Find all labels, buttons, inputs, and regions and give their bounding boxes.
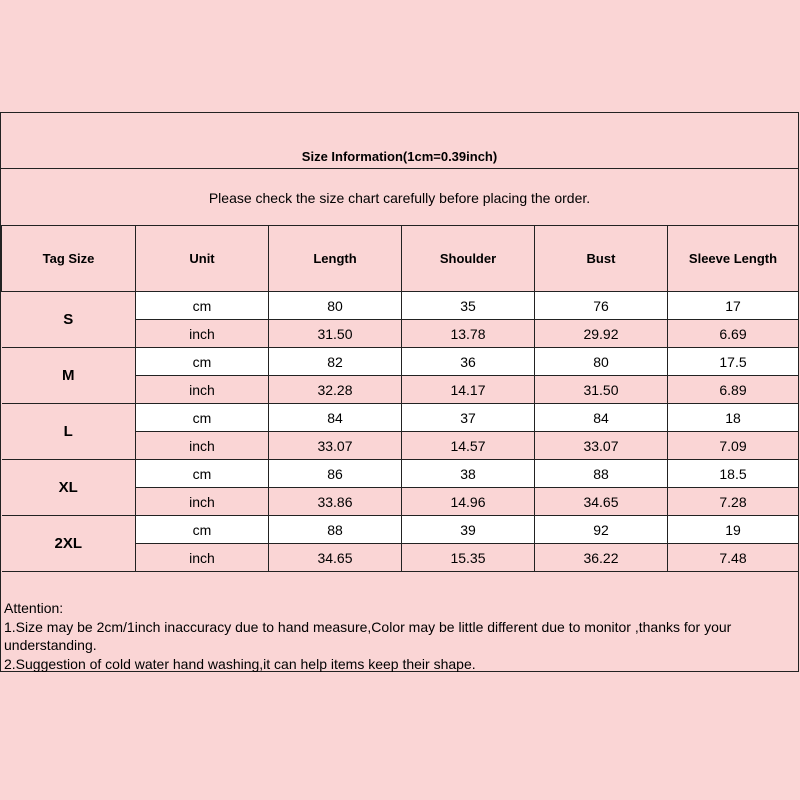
- unit-cell: cm: [136, 404, 269, 432]
- shoulder-cell: 14.96: [402, 488, 535, 516]
- shoulder-cell: 36: [402, 348, 535, 376]
- unit-cell: inch: [136, 488, 269, 516]
- note-line-2: 2.Suggestion of cold water hand washing,it can help items keep their shape.: [4, 655, 476, 672]
- unit-cell: cm: [136, 460, 269, 488]
- table-row: [2, 516, 799, 544]
- shoulder-cell: 35: [402, 292, 535, 320]
- bust-cell: 29.92: [535, 320, 668, 348]
- sleeve-cell: 6.69: [668, 320, 799, 348]
- sleeve-cell: 17.5: [668, 348, 799, 376]
- header-tag-size: Tag Size: [2, 226, 136, 292]
- table-header-row: [2, 226, 799, 292]
- length-cell: 84: [269, 404, 402, 432]
- bust-cell: 92: [535, 516, 668, 544]
- length-cell: 88: [269, 516, 402, 544]
- unit-cell: cm: [136, 516, 269, 544]
- shoulder-cell: 15.35: [402, 544, 535, 572]
- shoulder-cell: 37: [402, 404, 535, 432]
- header-unit: Unit: [136, 226, 269, 292]
- chart-title: Size Information(1cm=0.39inch): [1, 113, 798, 169]
- size-table: [1, 225, 799, 572]
- sleeve-cell: 18.5: [668, 460, 799, 488]
- tag-size-cell: 2XL: [2, 516, 136, 572]
- notes-heading: Attention:: [4, 600, 64, 616]
- bust-cell: 31.50: [535, 376, 668, 404]
- attention-notes: [4, 599, 794, 673]
- tag-size-cell: L: [2, 404, 136, 460]
- unit-cell: inch: [136, 320, 269, 348]
- sleeve-cell: 18: [668, 404, 799, 432]
- unit-cell: inch: [136, 432, 269, 460]
- table-row: [2, 404, 799, 432]
- unit-cell: cm: [136, 292, 269, 320]
- shoulder-cell: 13.78: [402, 320, 535, 348]
- note-line-1: 1.Size may be 2cm/1inch inaccuracy due to hand measure,Color may be little different due to monitor ,thanks for your understanding.: [4, 618, 732, 653]
- header-shoulder: Shoulder: [402, 226, 535, 292]
- length-cell: 86: [269, 460, 402, 488]
- length-cell: 32.28: [269, 376, 402, 404]
- length-cell: 33.86: [269, 488, 402, 516]
- shoulder-cell: 39: [402, 516, 535, 544]
- header-length: Length: [269, 226, 402, 292]
- bust-cell: 80: [535, 348, 668, 376]
- tag-size-cell: XL: [2, 460, 136, 516]
- length-cell: 31.50: [269, 320, 402, 348]
- chart-notice: Please check the size chart carefully before placing the order.: [1, 170, 798, 226]
- shoulder-cell: 14.17: [402, 376, 535, 404]
- tag-size-cell: S: [2, 292, 136, 348]
- sleeve-cell: 7.28: [668, 488, 799, 516]
- size-chart-sheet: [0, 112, 799, 672]
- table-row: [2, 460, 799, 488]
- bust-cell: 33.07: [535, 432, 668, 460]
- sleeve-cell: 7.09: [668, 432, 799, 460]
- length-cell: 33.07: [269, 432, 402, 460]
- bust-cell: 76: [535, 292, 668, 320]
- sleeve-cell: 7.48: [668, 544, 799, 572]
- header-bust: Bust: [535, 226, 668, 292]
- shoulder-cell: 38: [402, 460, 535, 488]
- sleeve-cell: 6.89: [668, 376, 799, 404]
- table-row: [2, 348, 799, 376]
- shoulder-cell: 14.57: [402, 432, 535, 460]
- length-cell: 80: [269, 292, 402, 320]
- header-sleeve-length: Sleeve Length: [668, 226, 799, 292]
- unit-cell: cm: [136, 348, 269, 376]
- unit-cell: inch: [136, 376, 269, 404]
- bust-cell: 34.65: [535, 488, 668, 516]
- tag-size-cell: M: [2, 348, 136, 404]
- length-cell: 82: [269, 348, 402, 376]
- bust-cell: 84: [535, 404, 668, 432]
- table-row: [2, 292, 799, 320]
- bust-cell: 88: [535, 460, 668, 488]
- sleeve-cell: 17: [668, 292, 799, 320]
- length-cell: 34.65: [269, 544, 402, 572]
- unit-cell: inch: [136, 544, 269, 572]
- bust-cell: 36.22: [535, 544, 668, 572]
- sleeve-cell: 19: [668, 516, 799, 544]
